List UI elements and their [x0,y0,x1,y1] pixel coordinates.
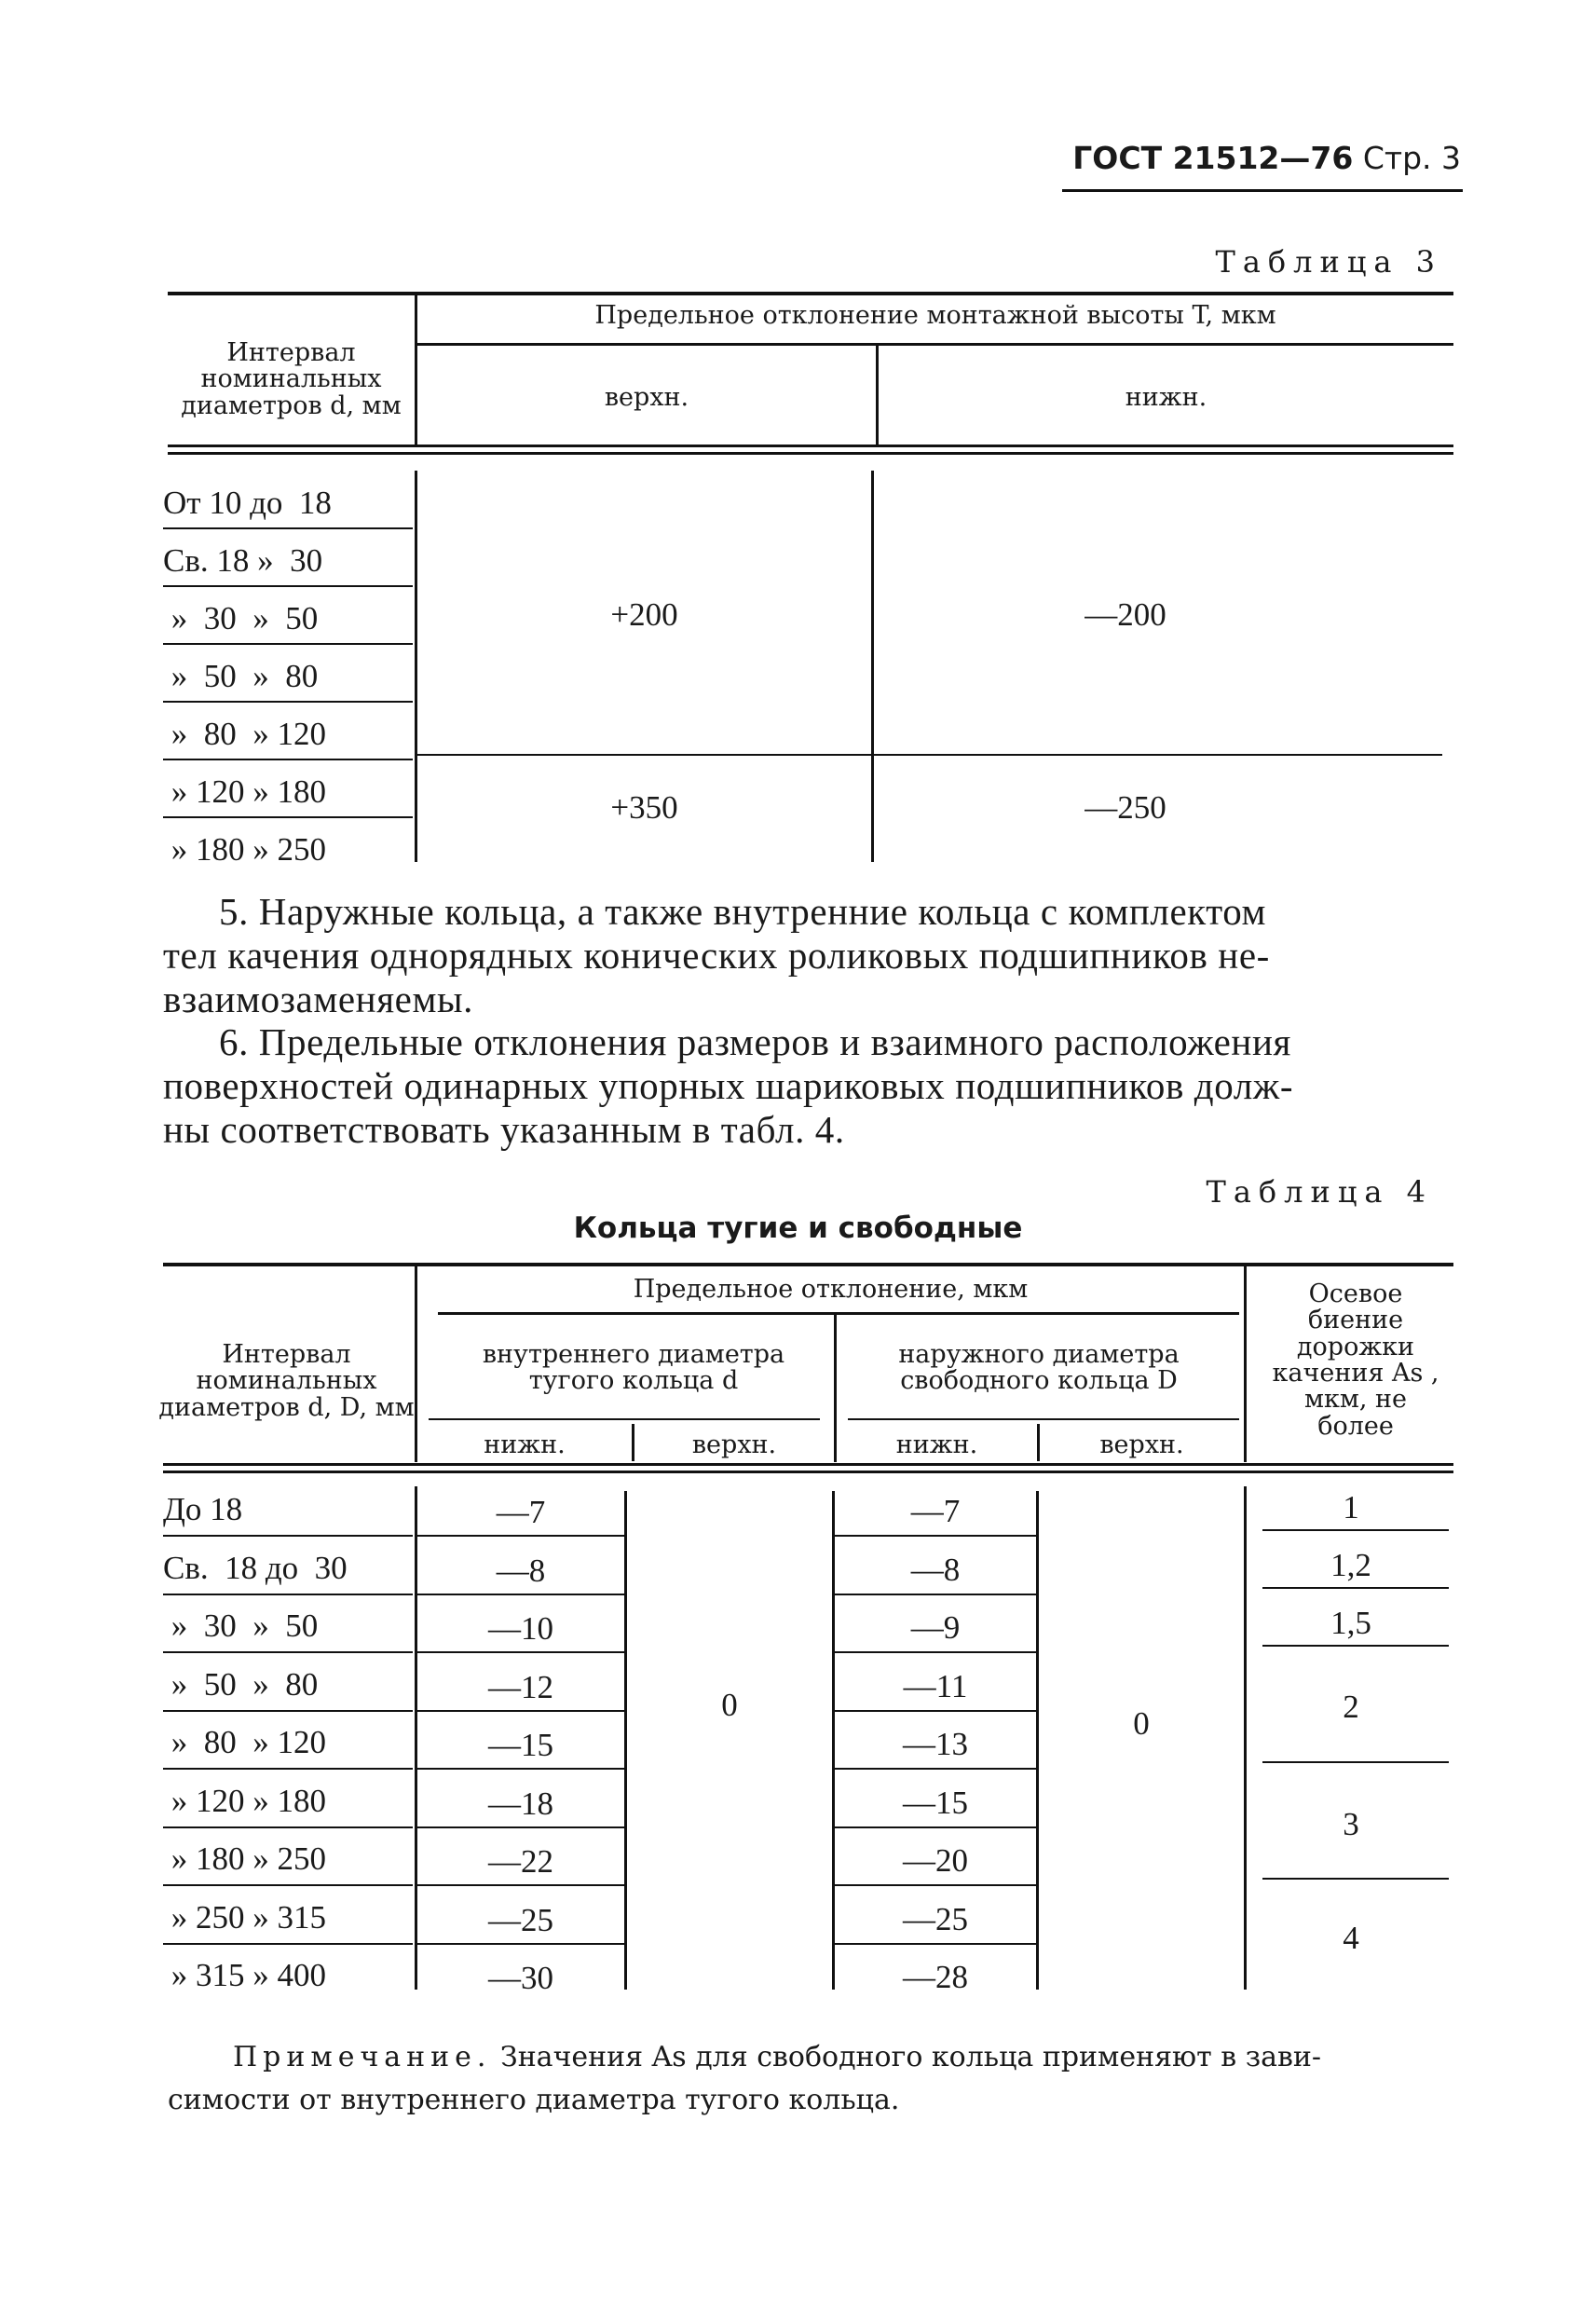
table3-header-rule-1 [168,445,1453,447]
table4-header-rule-1 [163,1463,1453,1466]
note-line-1 [233,2036,1472,2079]
table4-row-label: » 315 » 400 [163,1957,326,1993]
table4-outer-lower: —25 [903,1901,968,1937]
table4-row-rule [835,1943,1036,1945]
table4-row-label: » 180 » 250 [163,1840,326,1877]
table3-row-label: » 80 » 120 [163,716,326,752]
table4-body-divider-2 [624,1491,627,1990]
table4-outer-lower: —11 [903,1668,968,1704]
table4-outer-underline [848,1418,1239,1420]
table4-inner-lower: —8 [496,1553,546,1589]
standard-number: ГОСТ 21512—76 [1072,140,1354,176]
table4-row-rule [163,1826,413,1828]
table4-row-rule [417,1884,624,1886]
table4-row-rule [417,1768,624,1770]
table3-row-rule [163,527,413,529]
paragraph-6-line-1: 6. Предельные отклонения размеров и взаимного расположения [219,1020,1291,1063]
table3-header-group: Предельное отклонение монтажной высоты T, мкм [594,301,1276,330]
table4-header-rule-2 [163,1471,1453,1473]
table3-group1-lower: —200 [1084,596,1166,633]
table4-outer-lower: —20 [903,1842,968,1879]
table4-inner-lower: —7 [496,1494,546,1530]
table4-header-runout: Осевое биение дорожки качения As , мкм, не более [1272,1279,1439,1441]
table4-body-divider-3 [832,1491,835,1990]
table4-row-label: » 30 » 50 [163,1607,319,1644]
table4-row-rule [163,1651,413,1653]
table4-header-inner: внутреннего диаметра тугого кольца d [482,1340,785,1396]
table4-outer-lower: —7 [910,1493,961,1529]
page-header [1072,140,1461,176]
runout-rule-4 [1262,1761,1449,1763]
note [168,2036,1472,2122]
table4-header-group: Предельное отклонение, мкм [633,1275,1029,1304]
table4-header-divider-right [1244,1266,1247,1462]
header-underline [1062,189,1463,192]
table4-row-rule [163,1710,413,1712]
runout-cell-6: 4 [1343,1920,1359,1956]
table4-row-rule [163,1594,413,1595]
runout-cell-4: 2 [1343,1689,1359,1725]
runout-cell-5: 3 [1343,1806,1359,1842]
table3-row-label: » 30 » 50 [163,600,319,636]
table3-row-rule [163,701,413,703]
table4-caption: Таблица 4 [1206,1174,1433,1210]
table4-row-rule [417,1594,624,1595]
table3-group2-lower: —250 [1084,789,1166,826]
table4-row-rule [835,1594,1036,1595]
table4-inner-upper-value: 0 [721,1687,738,1723]
table4-row-label: Св. 18 до 30 [163,1550,348,1586]
table3-caption: Таблица 3 [1215,244,1442,280]
paragraph-5-line-1: 5. Наружные кольца, а также внутренние кольца с комплектом [219,890,1267,933]
table3-row-label: Св. 18 » 30 [163,542,323,579]
table4-row-rule [417,1535,624,1537]
table4-outer-upper-label: верхн. [1099,1430,1184,1459]
table4-body-divider-1 [415,1486,417,1990]
paragraph-6-line-3: ны соответствовать указанным в табл. 4. [163,1108,845,1151]
table3-row-label: » 180 » 250 [163,831,326,868]
note-line-2: симости от внутреннего диаметра тугого кольца. [168,2084,900,2116]
table4-row-label: До 18 [163,1491,243,1527]
table4-body-divider-5 [1244,1486,1247,1990]
table4-outer-lower: —9 [910,1609,961,1646]
table4-row-rule [163,1768,413,1770]
table3-row-rule [163,585,413,587]
table4-inner-lower: —22 [488,1843,553,1880]
table4-outer-upper-value: 0 [1133,1705,1150,1742]
table4-inner-underline [429,1418,820,1420]
table4-outer-lower: —28 [903,1959,968,1995]
paragraph-5-line-3: взаимозаменяемы. [163,978,474,1020]
runout-rule-3 [1262,1645,1449,1647]
table4-row-rule [417,1651,624,1653]
table4-inner-lower: —12 [488,1669,553,1705]
table4-row-rule [835,1826,1036,1828]
page-number: Стр. 3 [1362,140,1461,176]
table3-group-underline [417,343,1453,346]
paragraph-6-line-2: поверхностей одинарных упорных шариковых подшипников долж- [163,1064,1294,1107]
table3-row-label: От 10 до 18 [163,485,332,521]
table3-top-border [168,292,1453,295]
table4-group-underline [438,1312,1239,1315]
table4-row-rule [163,1943,413,1945]
table4-inner-lower: —15 [488,1727,553,1763]
table4-row-rule [163,1535,413,1537]
table3-group1-upper: +200 [610,596,678,633]
table3-row-rule [163,643,413,645]
table4-row-rule [417,1826,624,1828]
runout-rule-2 [1262,1587,1449,1589]
table3-header-rule-2 [168,452,1453,455]
table4-row-label: » 50 » 80 [163,1666,319,1703]
table4-inner-lower: —10 [488,1610,553,1647]
note-label: Примечание. [233,2041,492,2073]
table4-header-interval: Интервал номинальных диаметров d, D, мм [158,1340,415,1422]
table4-row-label: » 250 » 315 [163,1899,326,1936]
table4-inner-upper-label: верхн. [691,1430,777,1459]
runout-cell-1: 1 [1343,1489,1359,1525]
runout-rule-1 [1262,1529,1449,1531]
table4-inner-lower: —30 [488,1960,553,1996]
note-text-1: Значения As для свободного кольца применяют в зави- [500,2041,1321,2073]
paragraph-5 [163,890,1467,1021]
table3-group-separator [417,754,1442,756]
table3-row-label: » 50 » 80 [163,658,319,694]
runout-cell-3: 1,5 [1330,1605,1371,1641]
table4-row-rule [417,1710,624,1712]
table4-row-rule [417,1943,624,1945]
paragraph-5-line-2: тел качения однорядных конических роликовых подшипников не- [163,934,1270,977]
table4-outer-lower: —15 [903,1785,968,1821]
table3-row-label: » 120 » 180 [163,773,326,810]
table4-outer-lower: —13 [903,1726,968,1762]
table3-header-interval: Интервал номинальных диаметров d, мм [181,338,402,420]
table4-top-border [163,1263,1453,1266]
table4-inner-lower: —25 [488,1902,553,1938]
table4-row-rule [835,1710,1036,1712]
table3-group2-upper: +350 [610,789,678,826]
table4-row-label: » 120 » 180 [163,1783,326,1819]
table4-row-label: » 80 » 120 [163,1724,326,1760]
table4-row-rule [835,1768,1036,1770]
table4-inner-lower-label: нижн. [484,1430,566,1459]
paragraph-6 [163,1020,1467,1152]
table4-row-rule [835,1651,1036,1653]
runout-cell-2: 1,2 [1330,1547,1371,1583]
table4-row-rule [835,1535,1036,1537]
table4-inner-lower: —18 [488,1785,553,1822]
table3-header-upper: верхн. [604,383,689,412]
table3-row-rule [163,759,413,760]
table4-outer-lower: —8 [910,1552,961,1588]
table4-outer-lower-label: нижн. [895,1430,978,1459]
table4-row-rule [163,1884,413,1886]
runout-rule-5 [1262,1878,1449,1880]
table4-title: Кольца тугие и свободные [573,1211,1023,1245]
table3-row-rule [163,816,413,818]
table3-header-lower: нижн. [1125,383,1207,412]
table4-row-rule [835,1884,1036,1886]
table4-header-outer: наружного диаметра свободного кольца D [898,1340,1180,1396]
